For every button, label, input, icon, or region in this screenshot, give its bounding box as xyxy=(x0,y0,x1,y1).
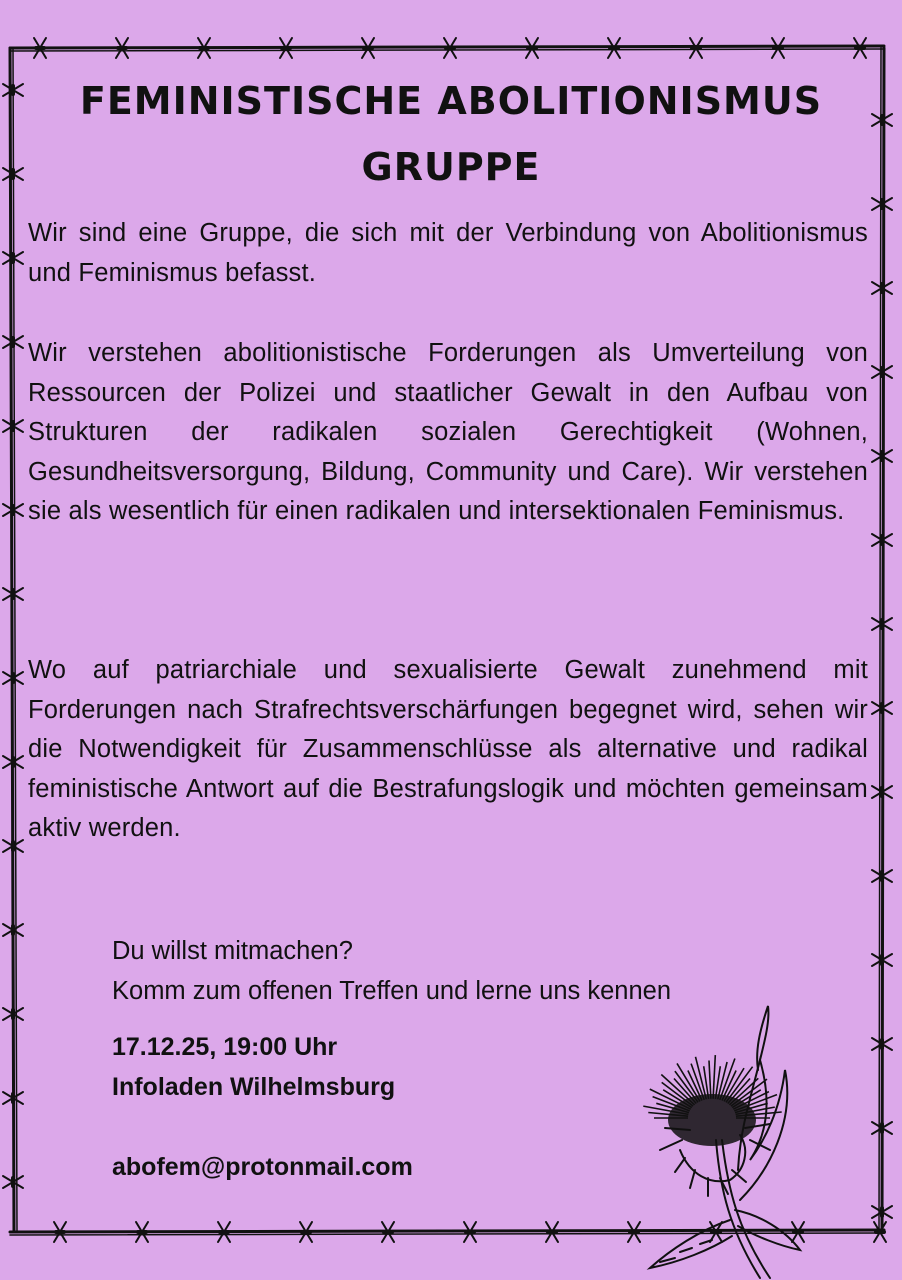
event-datetime: 17.12.25, 19:00 Uhr xyxy=(112,1033,338,1061)
contact-email: abofem@protonmail.com xyxy=(112,1153,413,1181)
demands-paragraph: Wir verstehen abolitionistische Forderungen als Umverteilung von Ressourcen der Polizei und staatlicher Gewalt in den Aufbau von Strukturen der radikalen sozialen Gerechtigkeit (Wohnen, Gesundheitsversorgung, Bildung, Community und Care). Wir verstehen sie als wesentlich für einen radikalen und intersektionalen Feminismus. xyxy=(28,339,868,526)
motivation-paragraph: Wo auf patriarchiale und sexualisierte Gewalt zunehmend mit Forderungen nach Strafrechtsverschärfungen begegnet wird, sehen wir die Notwendigkeit für Zusammenschlüsse als alternative und radikal feministische Antwort auf die Bestrafungslogik und möchten gemeinsam aktiv werden. xyxy=(28,656,868,843)
flyer-title xyxy=(60,68,842,200)
title-line-2: GRUPPE xyxy=(361,145,541,189)
cta-invitation: Komm zum offenen Treffen und lerne uns kennen xyxy=(112,977,671,1005)
thistle-illustration xyxy=(620,1000,820,1280)
intro-paragraph: Wir sind eine Gruppe, die sich mit der Verbindung von Abolitionismus und Feminismus befasst. xyxy=(28,219,868,287)
cta-question: Du willst mitmachen? xyxy=(112,937,353,965)
title-line-1: FEMINISTISCHE ABOLITIONISMUS xyxy=(79,79,823,123)
event-location: Infoladen Wilhelmsburg xyxy=(112,1073,396,1101)
